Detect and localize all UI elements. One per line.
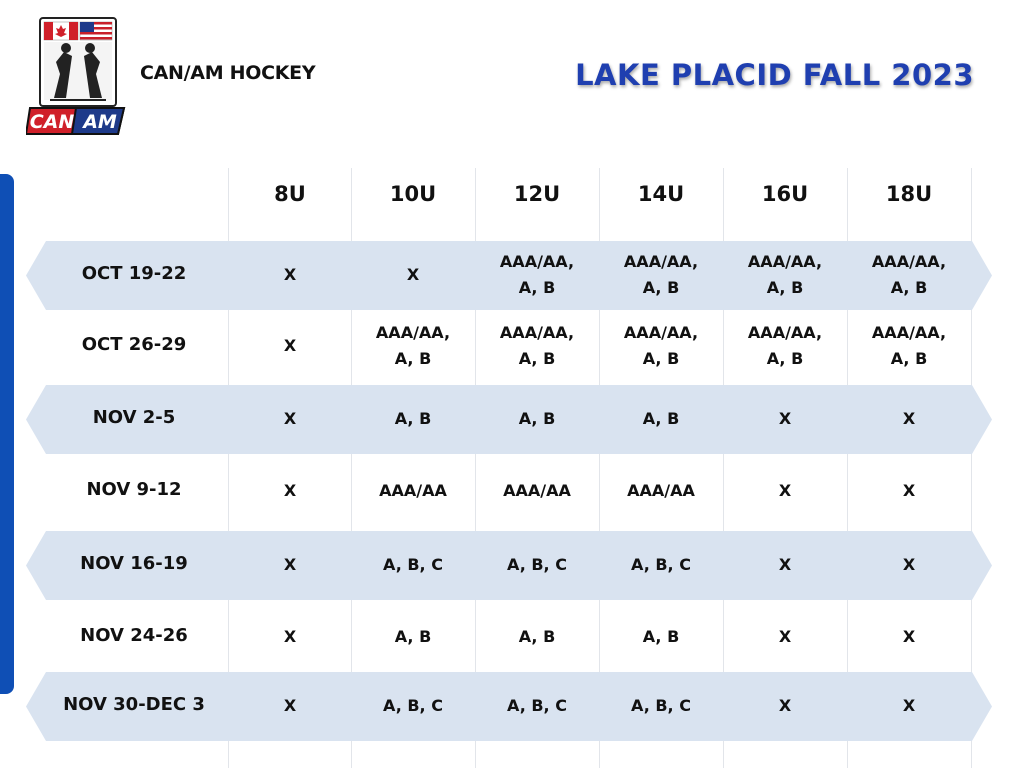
table-cell: X — [778, 627, 792, 646]
table-cell: A, B, C — [383, 696, 443, 715]
table-cell: X — [778, 555, 792, 574]
row-date-label: NOV 24-26 — [80, 625, 188, 646]
table-cell: X — [283, 627, 297, 646]
event-title: LAKE PLACID FALL 2023 — [575, 58, 974, 92]
table-cell: X — [283, 696, 297, 715]
row-date-label: OCT 19-22 — [81, 263, 187, 284]
table-cell: X — [902, 627, 916, 646]
table-cell: A, B, C — [631, 555, 691, 574]
logo-text-can: CAN — [29, 111, 75, 133]
table-cell: A, B — [518, 409, 556, 428]
table-cell: A, B — [394, 409, 432, 428]
table-cell: X — [406, 265, 420, 284]
table-cell: AAA/AA, A, B — [623, 252, 699, 297]
table-cell: AAA/AA — [627, 481, 695, 500]
table-cell: X — [283, 409, 297, 428]
can-am-logo — [26, 16, 128, 138]
table-cell: X — [778, 409, 792, 428]
row-date-label: NOV 16-19 — [80, 553, 188, 574]
table-cell: AAA/AA, A, B — [499, 323, 575, 368]
column-header-10u: 10U — [389, 182, 437, 206]
table-cell: A, B, C — [383, 555, 443, 574]
table-cell: AAA/AA — [379, 481, 447, 500]
column-header-12u: 12U — [513, 182, 561, 206]
row-date-label: OCT 26-29 — [81, 334, 187, 355]
column-header-16u: 16U — [761, 182, 809, 206]
row-date-label: NOV 2-5 — [92, 407, 176, 428]
table-cell: AAA/AA, A, B — [871, 323, 947, 368]
table-cell: A, B — [518, 627, 556, 646]
table-cell: X — [778, 696, 792, 715]
table-cell: X — [283, 336, 297, 355]
table-cell: A, B — [642, 409, 680, 428]
table-cell: AAA/AA, A, B — [747, 252, 823, 297]
table-cell: AAA/AA, A, B — [499, 252, 575, 297]
table-cell: X — [902, 696, 916, 715]
table-cell: X — [283, 481, 297, 500]
column-header-8u: 8U — [274, 182, 306, 206]
table-cell: AAA/AA, A, B — [623, 323, 699, 368]
table-cell: X — [283, 555, 297, 574]
table-cell: X — [283, 265, 297, 284]
brand-name: CAN/AM HOCKEY — [140, 62, 316, 84]
row-date-label: NOV 9-12 — [86, 479, 182, 500]
column-header-14u: 14U — [637, 182, 685, 206]
column-header-18u: 18U — [885, 182, 933, 206]
row-date-label: NOV 30-DEC 3 — [63, 694, 205, 715]
table-cell: A, B — [642, 627, 680, 646]
table-cell: X — [902, 409, 916, 428]
table-cell: AAA/AA, A, B — [871, 252, 947, 297]
table-cell: A, B, C — [631, 696, 691, 715]
table-cell: X — [902, 555, 916, 574]
table-cell: AAA/AA, A, B — [375, 323, 451, 368]
table-cell: X — [902, 481, 916, 500]
table-cell: AAA/AA — [503, 481, 571, 500]
table-cell: A, B, C — [507, 696, 567, 715]
table-cell: A, B — [394, 627, 432, 646]
logo-text-am: AM — [83, 111, 117, 133]
table-cell: AAA/AA, A, B — [747, 323, 823, 368]
table-cell: A, B, C — [507, 555, 567, 574]
table-cell: X — [778, 481, 792, 500]
side-accent-bar — [0, 174, 14, 694]
